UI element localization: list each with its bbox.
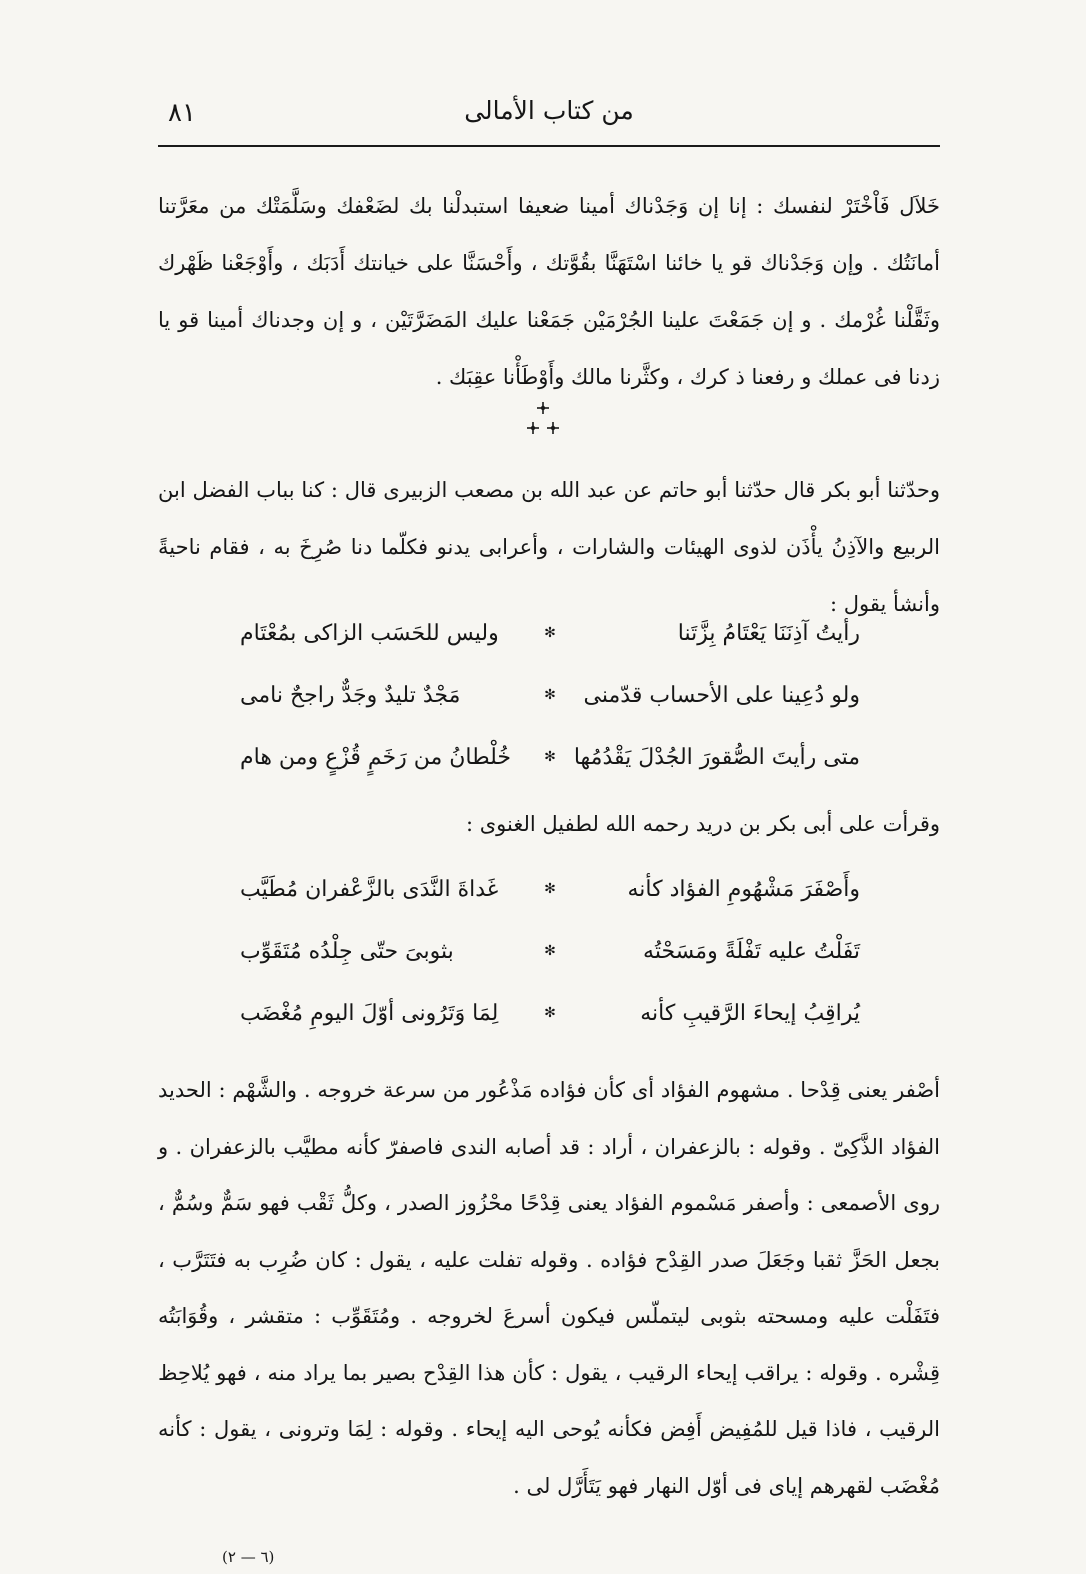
hemistich-second: بثوبىَ حتّى جِلْدُه مُتَقَوِّب bbox=[240, 938, 454, 964]
verse-separator: ✻ bbox=[544, 943, 556, 959]
verse-line bbox=[240, 920, 860, 982]
hemistich-second: وليس للحَسَب الزاكى بمُعْتَام bbox=[240, 620, 499, 646]
running-title: من كتاب الأمالى bbox=[464, 96, 634, 125]
hemistich-second: خُلْطانُ من رَخَمٍ قُزْعٍ ومن هام bbox=[240, 744, 512, 770]
hemistich-first: رأيتُ آذِنَنَا يَعْتَامُ بِزَّتَنا bbox=[677, 620, 860, 646]
poem-2 bbox=[240, 858, 860, 1044]
hemistich-first: متى رأيتَ الصُّقورَ الجُدْلَ يَقْدُمُها bbox=[573, 744, 860, 770]
verse-line bbox=[240, 602, 860, 664]
poem-2-intro: وقرأت على أبى بكر بن دريد رحمه الله لطفيل الغنوى : bbox=[465, 812, 940, 836]
ornament-separator bbox=[518, 398, 568, 442]
hemistich-first: يُراقِبُ إيحاءَ الرَّقيبِ كأنه bbox=[640, 1000, 860, 1026]
verse-line bbox=[240, 664, 860, 726]
hemistich-first: ولو دُعِينا على الأحساب قدّمنى bbox=[583, 682, 860, 708]
page-header bbox=[158, 88, 940, 136]
verse-separator: ✻ bbox=[544, 687, 556, 703]
verse-line bbox=[240, 726, 860, 788]
page-number: ٨١ bbox=[168, 98, 196, 128]
paragraph-2: وحدّثنا أبو بكر قال حدّثنا أبو حاتم عن عبد الله بن مصعب الزبيرى قال : كنا بباب الفضل ابن الربيع والآذِنُ يأْذَن لذوى الهيئات والشارات ، وأعرابى يدنو فكلّما دنا صُرِخَ به ، فقام ناحيةً وأنشأ يقول : bbox=[158, 478, 940, 616]
hemistich-second: مَجْدٌ تليدٌ وجَدٌّ راجحٌ نامى bbox=[240, 682, 461, 708]
commentary-paragraph: أصْفر يعنى قِدْحا . مشهوم الفؤاد أى كأن فؤاده مَذْعُور من سرعة خروجه . والشَّهْم : الحديد الفؤاد الذَّكِىّ . وقوله : بالزعفران ، أراد : قد أصابه الندى فاصفرّ كأنه مطيَّب بالزعفران . و روى الأصمعى : وأصفر مَسْموم الفؤاد يعنى قِدْحًا محْزُوز الصدر ، وكلُّ ثَقْب فهو سَمٌّ وسُمٌّ ، بجعل الحَزَّ ثقبا وجَعَلَ صدر القِدْح فؤاده . وقوله تفلت عليه ، يقول : كان ضُرِب به فتَتَرَّب ، فتَفَلْت عليه ومسحته بثوبى ليتملّس فيكون أسرعَ لخروجه . ومُتَقَوِّب : متقشر ، وقُوَابَتُه قِشْره . وقوله : يراقب إيحاء الرقيب ، يقول : كأن هذا القِدْح بصير بما يراد منه ، فهو يُلاحِظ الرقيب ، فاذا قيل للمُفِيض أَفِض فكأنه يُوحى اليه إيحاء . وقوله : لِمَا وترونى ، يقول : كأنه مُغْضَب لقهرهم إياى فى أوّل النهار فهو يَتَأَرَّل لى . bbox=[158, 1078, 940, 1498]
hemistich-second: غَداةَ النَّدَى بالزَّعْفران مُطَيَّب bbox=[240, 876, 499, 902]
poem-1 bbox=[240, 602, 860, 788]
verse-separator: ✻ bbox=[544, 881, 556, 897]
hemistich-second: لِمَا وَتَرُونى أوّلَ اليومِ مُغْضَب bbox=[240, 1000, 499, 1026]
verse-separator: ✻ bbox=[544, 749, 556, 765]
verse-separator: ✻ bbox=[544, 1005, 556, 1021]
signature-mark: (٦ — ٢) bbox=[222, 1548, 275, 1566]
verse-line bbox=[240, 982, 860, 1044]
verse-separator: ✻ bbox=[544, 625, 556, 641]
asterism-icon bbox=[518, 398, 568, 442]
hemistich-first: تَفَلْتُ عليه تَفْلَةً ومَسَحْتُه bbox=[643, 938, 860, 964]
header-rule bbox=[158, 145, 940, 147]
paragraph-1: خَلاَل فَاْخْتَرْ لنفسك : إنا إن وَجَدْناك أمينا ضعيفا استبدلْنا بك لضَعْفك وسَلَّمَتْك من معَرَّتنا أمانَتُك . وإن وَجَدْناك قو يا خائنا اسْتَهَنَّا بقُوَّتك ، وأَحْسَنَّا على خيانتك أَدَبَك ، وأَوْجَعْنا ظَهْرك وثَقَّلْنا غُرْمك . و إن جَمَعْتَ علينا الجُرْمَيْن جَمَعْنا عليك المَضَرَّتَيْن ، و إن وجدناك أمينا قو يا زدنا فى عملك و رفعنا ذ كرك ، وكثَّرنا مالك وأَوْطَأْنا عقِبَك . bbox=[158, 194, 940, 389]
verse-line bbox=[240, 858, 860, 920]
hemistich-first: وأَصْفَرَ مَشْهُومِ الفؤاد كأنه bbox=[627, 876, 860, 902]
